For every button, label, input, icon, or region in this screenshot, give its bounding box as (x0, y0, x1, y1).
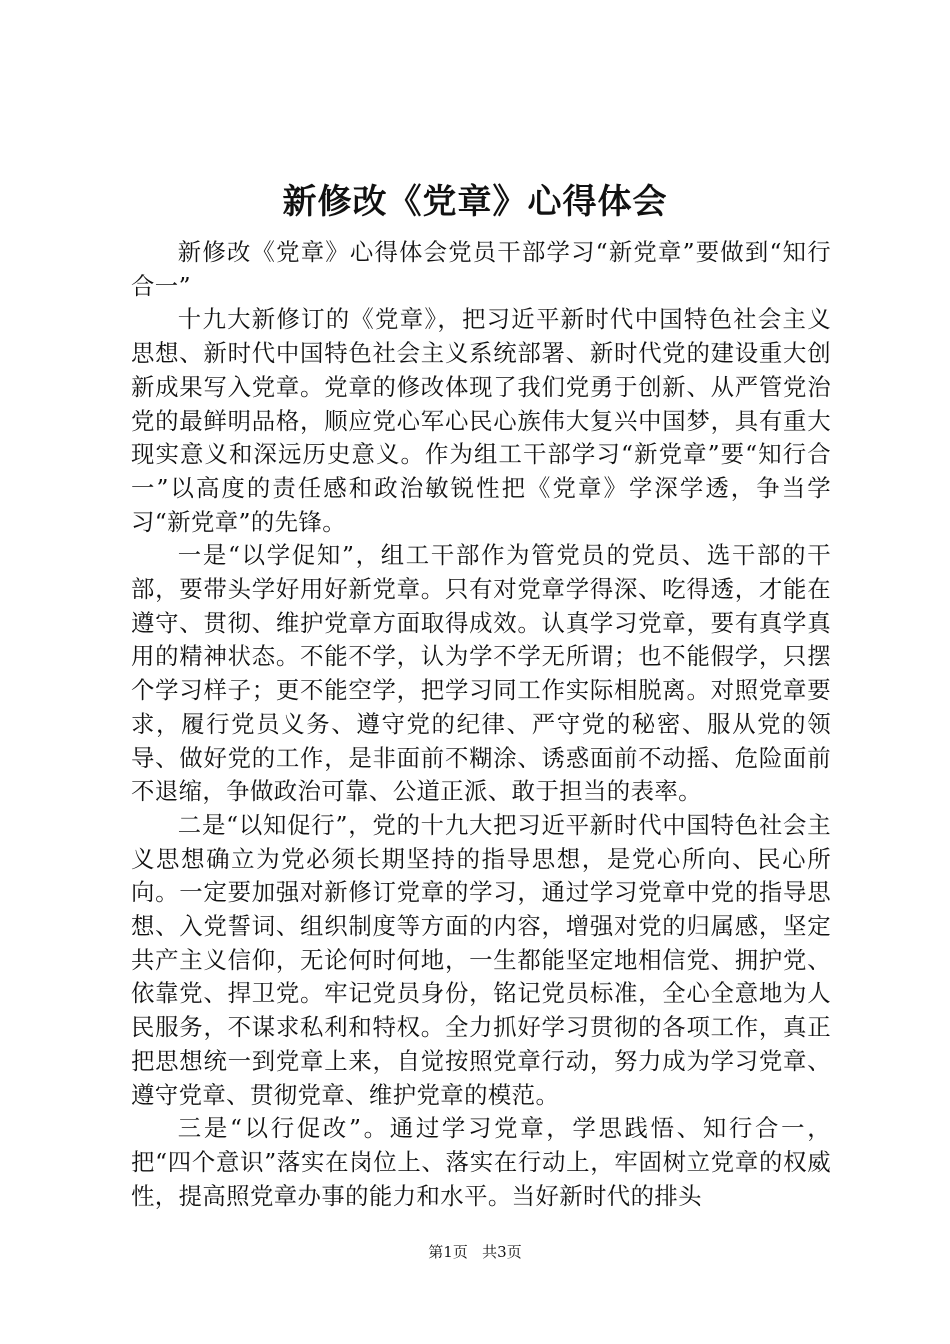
paragraph-point-one: 一是“以学促知”，组工干部作为管党员的党员、选干部的干部，要带头学好用好新党章。只有对党章学得深、吃得透，才能在遵守、贯彻、维护党章方面取得成效。认真学习党章，要有真学真用的精神状态。不能不学，认为学不学无所谓；也不能假学，只摆个学习样子；更不能空学，把学习同工作实际相脱离。对照党章要求，履行党员义务、遵守党的纪律、严守党的秘密、服从党的领导、做好党的工作，是非面前不糊涂、诱惑面前不动摇、危险面前不退缩，争做政治可靠、公道正派、敢于担当的表率。 (131, 541, 831, 806)
page-footer (0, 1242, 950, 1262)
footer-separator (473, 1243, 478, 1261)
paragraph-overview: 十九大新修订的《党章》，把习近平新时代中国特色社会主义思想、新时代中国特色社会主义系统部署、新时代党的建设重大创新成果写入党章。党章的修改体现了我们党勇于创新、从严管党治党的最鲜明品格，顺应党心军心民心族伟大复兴中国梦，具有重大现实意义和深远历史意义。作为组工干部学习“新党章”要“知行合一”以高度的责任感和政治敏锐性把《党章》学深学透，争当学习“新党章”的先锋。 (131, 305, 831, 536)
page-number: 第1页 (428, 1243, 468, 1261)
paragraph-point-three: 三是“以行促改”。通过学习党章，学思践悟、知行合一，把“四个意识”落实在岗位上、落实在行动上，牢固树立党章的权威性，提高照党章办事的能力和水平。当好新时代的排头 (131, 1114, 831, 1210)
paragraph-point-two: 二是“以知促行”，党的十九大把习近平新时代中国特色社会主义思想确立为党必须长期坚持的指导思想，是党心所向、民心所向。一定要加强对新修订党章的学习，通过学习党章中党的指导思想、入党誓词、组织制度等方面的内容，增强对党的归属感，坚定共产主义信仰，无论何时何地，一生都能坚定地相信党、拥护党、依靠党、捍卫党。牢记党员身份，铭记党员标准，全心全意地为人民服务，不谋求私利和特权。全力抓好学习贯彻的各项工作，真正把思想统一到党章上来，自觉按照党章行动，努力成为学习党章、遵守党章、贯彻党章、维护党章的模范。 (131, 810, 831, 1109)
document-title: 新修改《党章》心得体会 (282, 182, 668, 222)
document-body (131, 236, 831, 1213)
paragraph-intro: 新修改《党章》心得体会党员干部学习“新党章”要做到“知行合一” (131, 238, 831, 300)
page-total: 共3页 (482, 1243, 522, 1261)
